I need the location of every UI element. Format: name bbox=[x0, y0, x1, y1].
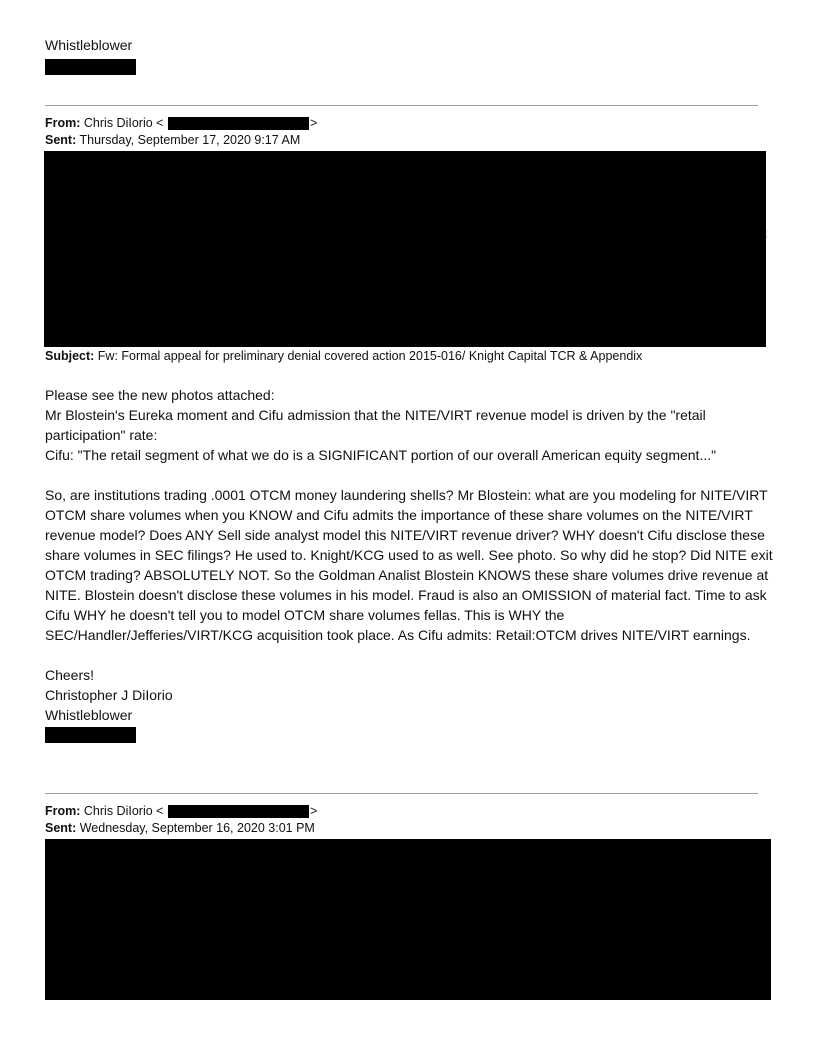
from-label: From: bbox=[45, 116, 81, 130]
redacted-recipients-block bbox=[44, 151, 766, 347]
top-signature-name: Whistleblower bbox=[45, 37, 133, 53]
redacted-recipients-block bbox=[45, 839, 771, 1000]
signature-name: Christopher J DiIorio bbox=[45, 687, 173, 703]
signature-title: Whistleblower bbox=[45, 707, 133, 723]
from-name: Chris DiIorio bbox=[83, 804, 153, 818]
redacted-email-address bbox=[168, 805, 309, 818]
email2-from-line bbox=[45, 803, 163, 820]
email-open-bracket: < bbox=[156, 804, 164, 818]
email-open-bracket: < bbox=[156, 116, 164, 130]
redacted-email-address bbox=[168, 117, 309, 130]
from-name: Chris DiIorio bbox=[83, 116, 153, 130]
email-close-bracket: > bbox=[310, 116, 318, 130]
body-line: Mr Blostein's Eureka moment and Cifu admission that the NITE/VIRT revenue model is driven by the "retail participation" rate: bbox=[45, 407, 706, 443]
email1-sent-line bbox=[45, 132, 300, 149]
email-close-bracket: > bbox=[310, 804, 318, 818]
sent-label: Sent: bbox=[45, 821, 77, 835]
email-separator bbox=[45, 105, 758, 106]
sent-value: Thursday, September 17, 2020 9:17 AM bbox=[79, 133, 301, 147]
stray-punctuation: ; bbox=[764, 226, 768, 240]
closing: Cheers! bbox=[45, 667, 95, 683]
body-line: Please see the new photos attached: bbox=[45, 387, 275, 403]
redaction-block bbox=[45, 727, 136, 743]
from-label: From: bbox=[45, 804, 81, 818]
subject-label: Subject: bbox=[45, 349, 95, 363]
sent-value: Wednesday, September 16, 2020 3:01 PM bbox=[79, 821, 315, 835]
email2-sent-line bbox=[45, 820, 315, 837]
body-line: Cifu: "The retail segment of what we do is a SIGNIFICANT portion of our overall American equity segment..." bbox=[45, 447, 717, 463]
redaction-block bbox=[45, 59, 136, 75]
sent-label: Sent: bbox=[45, 133, 77, 147]
email1-from-line bbox=[45, 115, 163, 132]
email1-subject-line bbox=[45, 348, 642, 365]
email-separator bbox=[45, 793, 758, 794]
body-paragraph: So, are institutions trading .0001 OTCM money laundering shells? Mr Blostein: what are you modeling for NITE/VIRT OTCM share volumes when you KNOW and Cifu admits the importance of these share volumes on the NITE/VIRT revenue model? Does ANY Sell side analyst model this NITE/VIRT revenue driver? WHY doesn't Cifu disclose these share volumes in SEC filings? He used to. Knight/KCG used to as well. See photo. So why did he stop? Did NITE exit OTCM trading? ABSOLUTELY NOT. So the Goldman Analist Blostein KNOWS these share volumes drive revenue at NITE. Blostein doesn't disclose these volumes in his model. Fraud is also an OMISSION of material fact. Time to ask Cifu WHY he doesn't tell you to model OTCM share volumes fellas. This is WHY the SEC/Handler/Jefferies/VIRT/KCG acquisition took place. As Cifu admits: Retail:OTCM drives NITE/VIRT earnings. bbox=[45, 487, 773, 643]
subject-value: Fw: Formal appeal for preliminary denial covered action 2015-016/ Knight Capital TCR & Appendix bbox=[97, 349, 643, 363]
email1-body bbox=[45, 385, 775, 725]
